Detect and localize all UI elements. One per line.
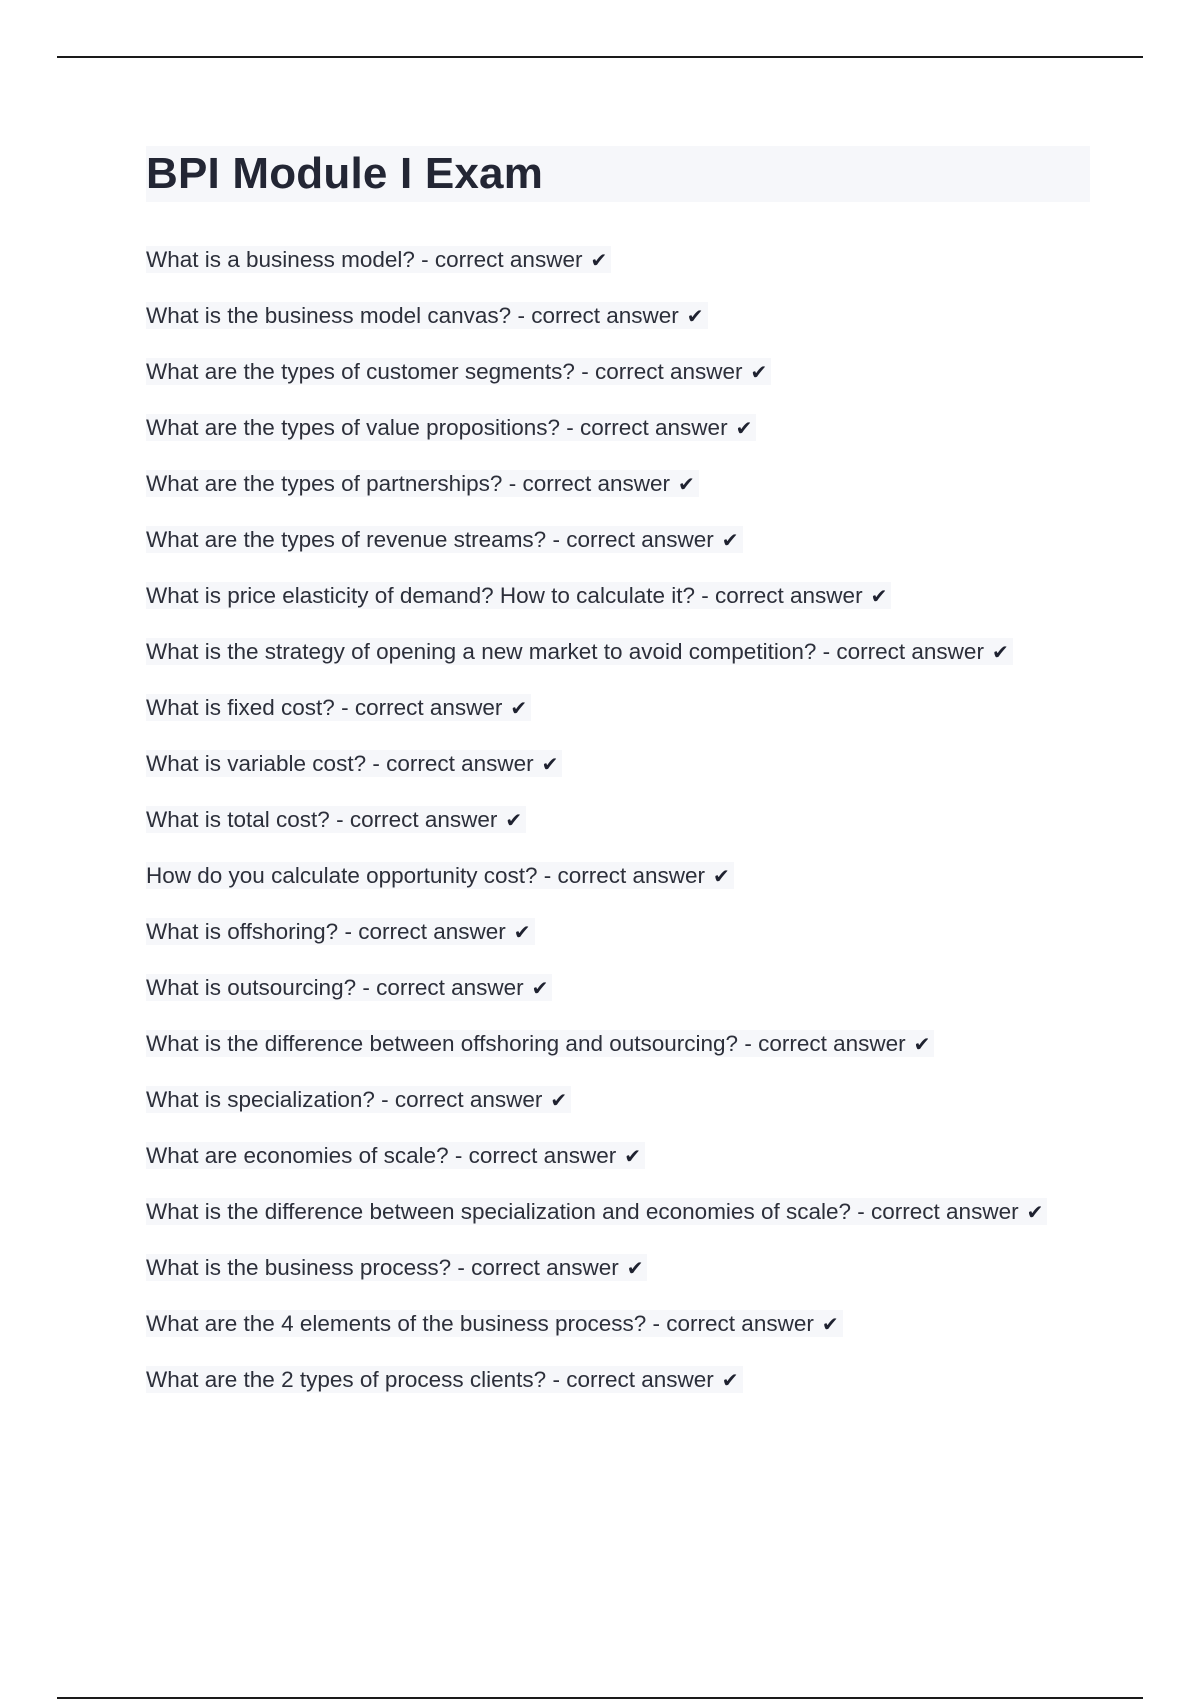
check-icon: ✔ — [590, 248, 608, 272]
question-item — [146, 414, 1076, 442]
answer-suffix: - correct answer — [701, 583, 863, 608]
question-item — [146, 1086, 1076, 1114]
question-item — [146, 1142, 1076, 1170]
answer-suffix: - correct answer — [508, 471, 671, 496]
check-icon: ✔ — [550, 1088, 568, 1112]
answer-suffix: - correct answer — [372, 751, 534, 776]
check-icon: ✔ — [678, 472, 695, 496]
question-text: What is the business process? — [146, 1255, 452, 1280]
check-icon: ✔ — [821, 1312, 839, 1336]
question-item — [146, 246, 1076, 274]
question-item — [146, 694, 1076, 722]
check-icon: ✔ — [513, 920, 531, 944]
question-text: What is the difference between specialization and economies of scale? — [146, 1199, 852, 1224]
answer-suffix: - correct answer — [744, 1031, 906, 1056]
question-item — [146, 1254, 1076, 1282]
question-text: What are the types of partnerships? — [146, 471, 503, 496]
answer-suffix: - correct answer — [566, 415, 728, 440]
check-icon: ✔ — [531, 976, 549, 1000]
question-item — [146, 1198, 1076, 1226]
question-item — [146, 806, 1076, 834]
question-text: What is price elasticity of demand? How to calculate it? — [146, 583, 695, 608]
answer-suffix: - correct answer — [341, 695, 503, 720]
answer-suffix: - correct answer — [344, 919, 506, 944]
answer-suffix: - correct answer — [421, 247, 583, 272]
question-text: What is fixed cost? — [146, 695, 335, 720]
answer-suffix: - correct answer — [517, 303, 679, 328]
check-icon: ✔ — [721, 528, 739, 552]
answer-suffix: - correct answer — [552, 527, 714, 552]
question-item — [146, 302, 1076, 330]
check-icon: ✔ — [686, 304, 704, 328]
answer-suffix: - correct answer — [581, 359, 743, 384]
check-icon: ✔ — [735, 416, 753, 440]
question-item — [146, 862, 1076, 890]
check-icon: ✔ — [870, 584, 888, 608]
question-item — [146, 1030, 1076, 1058]
question-text: What are economies of scale? — [146, 1143, 449, 1168]
question-text: How do you calculate opportunity cost? — [146, 863, 538, 888]
question-text: What are the 2 types of process clients? — [146, 1367, 547, 1392]
question-list — [146, 246, 1090, 1394]
answer-suffix: - correct answer — [381, 1087, 543, 1112]
question-item — [146, 974, 1076, 1002]
question-text: What is variable cost? — [146, 751, 367, 776]
question-text: What is the business model canvas? — [146, 303, 512, 328]
question-text: What are the 4 elements of the business process? — [146, 1311, 647, 1336]
title-band — [146, 146, 1090, 202]
question-text: What is a business model? — [146, 247, 415, 272]
top-rule — [57, 56, 1143, 58]
question-text: What are the types of customer segments? — [146, 359, 575, 384]
question-text: What is specialization? — [146, 1087, 375, 1112]
question-item — [146, 358, 1076, 386]
question-item — [146, 638, 1076, 666]
question-item — [146, 1310, 1076, 1338]
check-icon: ✔ — [750, 360, 768, 384]
answer-suffix: - correct answer — [454, 1143, 617, 1168]
check-icon: ✔ — [991, 640, 1009, 664]
answer-suffix: - correct answer — [543, 863, 706, 888]
question-text: What is offshoring? — [146, 919, 339, 944]
check-icon: ✔ — [721, 1368, 739, 1392]
answer-suffix: - correct answer — [822, 639, 984, 664]
answer-suffix: - correct answer — [457, 1255, 619, 1280]
check-icon: ✔ — [713, 864, 730, 888]
question-item — [146, 470, 1076, 498]
answer-suffix: - correct answer — [362, 975, 524, 1000]
check-icon: ✔ — [626, 1256, 644, 1280]
question-text: What is outsourcing? — [146, 975, 357, 1000]
bottom-rule — [57, 1697, 1143, 1699]
question-item — [146, 750, 1076, 778]
answer-suffix: - correct answer — [857, 1199, 1019, 1224]
question-item — [146, 582, 1076, 610]
check-icon: ✔ — [1026, 1200, 1044, 1224]
question-item — [146, 526, 1076, 554]
check-icon: ✔ — [505, 808, 523, 832]
check-icon: ✔ — [624, 1144, 641, 1168]
answer-suffix: - correct answer — [552, 1367, 714, 1392]
check-icon: ✔ — [541, 752, 559, 776]
document-body — [146, 146, 1090, 1422]
check-icon: ✔ — [913, 1032, 931, 1056]
question-text: What is the difference between offshoring and outsourcing? — [146, 1031, 739, 1056]
question-text: What is the strategy of opening a new market to avoid competition? — [146, 639, 817, 664]
question-item — [146, 918, 1076, 946]
question-text: What are the types of value propositions? — [146, 415, 560, 440]
answer-suffix: - correct answer — [652, 1311, 814, 1336]
question-item — [146, 1366, 1076, 1394]
question-text: What is total cost? — [146, 807, 330, 832]
answer-suffix: - correct answer — [336, 807, 498, 832]
check-icon: ✔ — [510, 696, 528, 720]
page-title: BPI Module I Exam — [146, 149, 544, 198]
question-text: What are the types of revenue streams? — [146, 527, 547, 552]
